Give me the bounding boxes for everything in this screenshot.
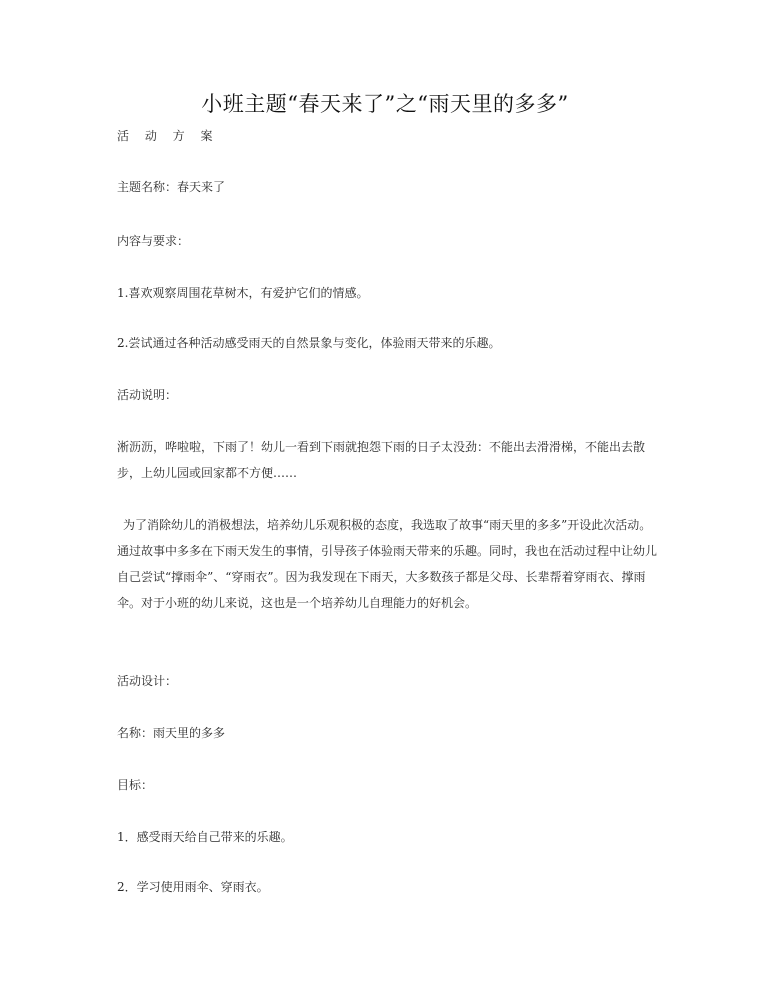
activity-description-paragraph-1: 淅沥沥，哗啦啦，下雨了！幼儿一看到下雨就抱怨下雨的日子太没劲：不能出去滑滑梯，不能出去散步，上幼儿园或回家都不方便…… xyxy=(117,440,646,480)
activity-design-heading: 活动设计： xyxy=(117,674,178,688)
goal-item-2: 2．学习使用雨伞、穿雨衣。 xyxy=(117,880,269,894)
requirement-item-2: 2.尝试通过各种活动感受雨天的自然景象与变化，体验雨天带来的乐趣。 xyxy=(117,336,501,350)
activity-description-heading: 活动说明： xyxy=(117,388,178,402)
requirement-item-1: 1.喜欢观察周围花草树木，有爱护它们的情感。 xyxy=(117,286,369,300)
document-title: 小班主题“春天来了”之“雨天里的多多” xyxy=(201,92,569,116)
section-heading-plan: 活 动 方 案 xyxy=(117,129,219,143)
content-requirements-heading: 内容与要求： xyxy=(117,234,190,248)
goal-item-1: 1．感受雨天给自己带来的乐趣。 xyxy=(117,830,293,844)
activity-name: 名称：雨天里的多多 xyxy=(117,726,226,740)
theme-name: 主题名称：春天来了 xyxy=(117,180,226,194)
goals-heading: 目标： xyxy=(117,778,154,792)
activity-description-paragraph-2: 为了消除幼儿的消极想法，培养幼儿乐观积极的态度，我选取了故事“雨天里的多多”开设此次活动。通过故事中多多在下雨天发生的事情，引导孩子体验雨天带来的乐趣。同时，我也在活动过程中让幼儿自己尝试“撑雨伞”、“穿雨衣”。因为我发现在下雨天，大多数孩子都是父母、长辈帮着穿雨衣、撑雨伞。对于小班的幼儿来说，这也是一个培养幼儿自理能力的好机会。 xyxy=(117,518,658,610)
